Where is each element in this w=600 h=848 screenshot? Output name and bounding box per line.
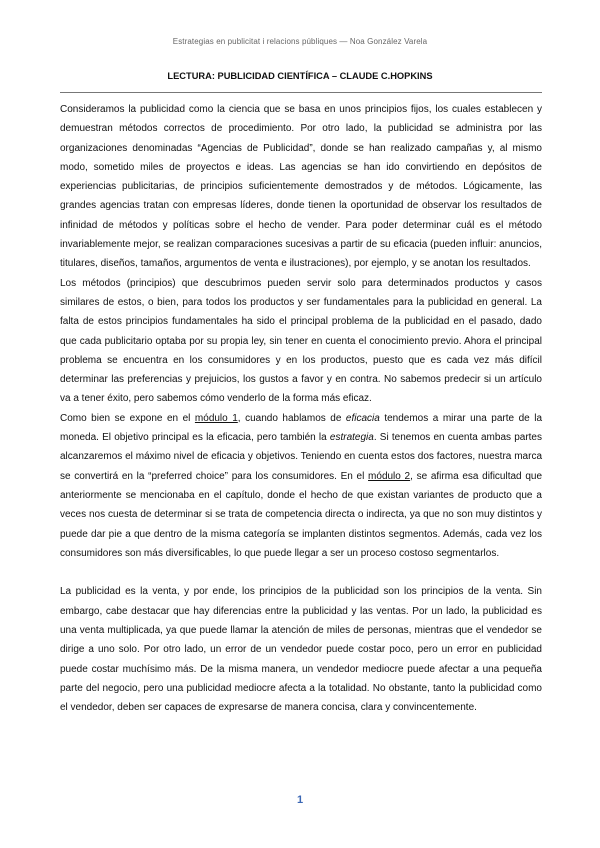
paragraph-2: Los métodos (principios) que descubrimos pueden servir solo para determinados productos y casos similares de estos, o bien, para todos los productos y ser fundamentales para la publicidad en general. La falta de estos principios fundamentales ha sido el principal problema de la publicidad en el pasado, dado que cada publicitario optaba por su propia ley, sin tener en cuenta el conocimiento previo. Ahora el principal problema se encuentra en los consumidores y en los productos, puesto que es cada vez más difícil determinar las preferencias y prejuicios, los gustos a favor y en contra. No sabemos predecir si un artículo va a tener éxito, pero sabemos cómo venderlo de la forma más eficaz.: [60, 277, 542, 405]
document-title: LECTURA: PUBLICIDAD CIENTÍFICA – CLAUDE C.HOPKINS: [167, 71, 433, 81]
document-body: [60, 100, 542, 718]
text-run: tendemos a mirar una parte de la moneda. El objetivo principal es la eficacia, pero también la: [60, 412, 543, 444]
paragraph-1: Consideramos la publicidad como la ciencia que se basa en unos principios fijos, los cuales establecen y demuestran métodos correctos de procedimiento. Por otro lado, la publicidad se administra por las organizaciones denominadas “Agencias de Publicidad”, donde se han realizado campañas y, al mismo modo, sometido miles de proyectos e ideas. Las agencias se han ido convirtiendo en depósitos de experiencias publicitarias, de principios suficientemente demostrados y de métodos. Lógicamente, las grandes agencias tratan con empresas líderes, donde tienen la oportunidad de observar los resultados de infinidad de métodos y políticas sobre el hecho de vender. Para poder determinar cuál es el método invariablemente mejor, se realizan comparaciones sucesivas a partir de su eficacia (pueden influir: anuncios, titulares, diseños, tamaños, argumentos de venta e ilustraciones), por ejemplo, y se anotan los resultados.: [60, 104, 542, 270]
modulo-2-link[interactable]: módulo 2: [368, 470, 411, 482]
emphasis-estrategia: estrategia: [329, 432, 374, 444]
title-divider: [60, 92, 542, 93]
emphasis-eficacia: eficacia: [345, 412, 380, 424]
paragraph-4: La publicidad es la venta, y por ende, los principios de la publicidad son los principios de la venta. Sin embargo, cabe destacar que hay diferencias entre la publicidad y las ventas. Por un lado, la publicidad es una venta multiplicada, ya que puede llamar la atención de miles de personas, mientras que el vendedor se dirige a uno solo. Por otro lado, un error de un vendedor puede costar poco, pero un error en publicidad puede costar muchísimo más. De la misma manera, un vendedor mediocre puede afectar a una pequeña parte del negocio, pero una publicidad mediocre afecta a la totalidad. No obstante, tanto la publicidad como el vendedor, deben ser capaces de expresarse de manera concisa, clara y convincentemente.: [60, 586, 542, 714]
page-number: 1: [296, 794, 304, 806]
modulo-1-link[interactable]: módulo 1: [194, 412, 238, 424]
text-run: . Si tenemos en cuenta ambas partes alcanzaremos el máximo nivel de eficacia y objetivos. Teniendo en cuenta estos dos factores, nuestra marca se convertirá en la “preferred choice” para los consumidores. En el: [60, 432, 542, 482]
text-run: , se afirma esa dificultad que anteriormente se mencionaba en el capítulo, donde el hecho de que existan variantes de producto que a veces nos cuesta de determinar si se trata de competencia directa o indirecta, ya que no son muy distintos y puede dar pie a que dentro de la misma categoría se implanten distintos segmentos. Además, cada vez los consumidores son más diversificables, lo que puede llegar a ser un proceso costoso segmentarlos.: [60, 470, 542, 559]
text-run: Como bien se expone en el: [60, 412, 195, 424]
text-run: , cuando hablamos de: [237, 412, 346, 424]
paragraph-3: [60, 409, 542, 563]
running-header: Estrategias en publicitat i relacions públiques — Noa González Varela: [172, 37, 428, 46]
